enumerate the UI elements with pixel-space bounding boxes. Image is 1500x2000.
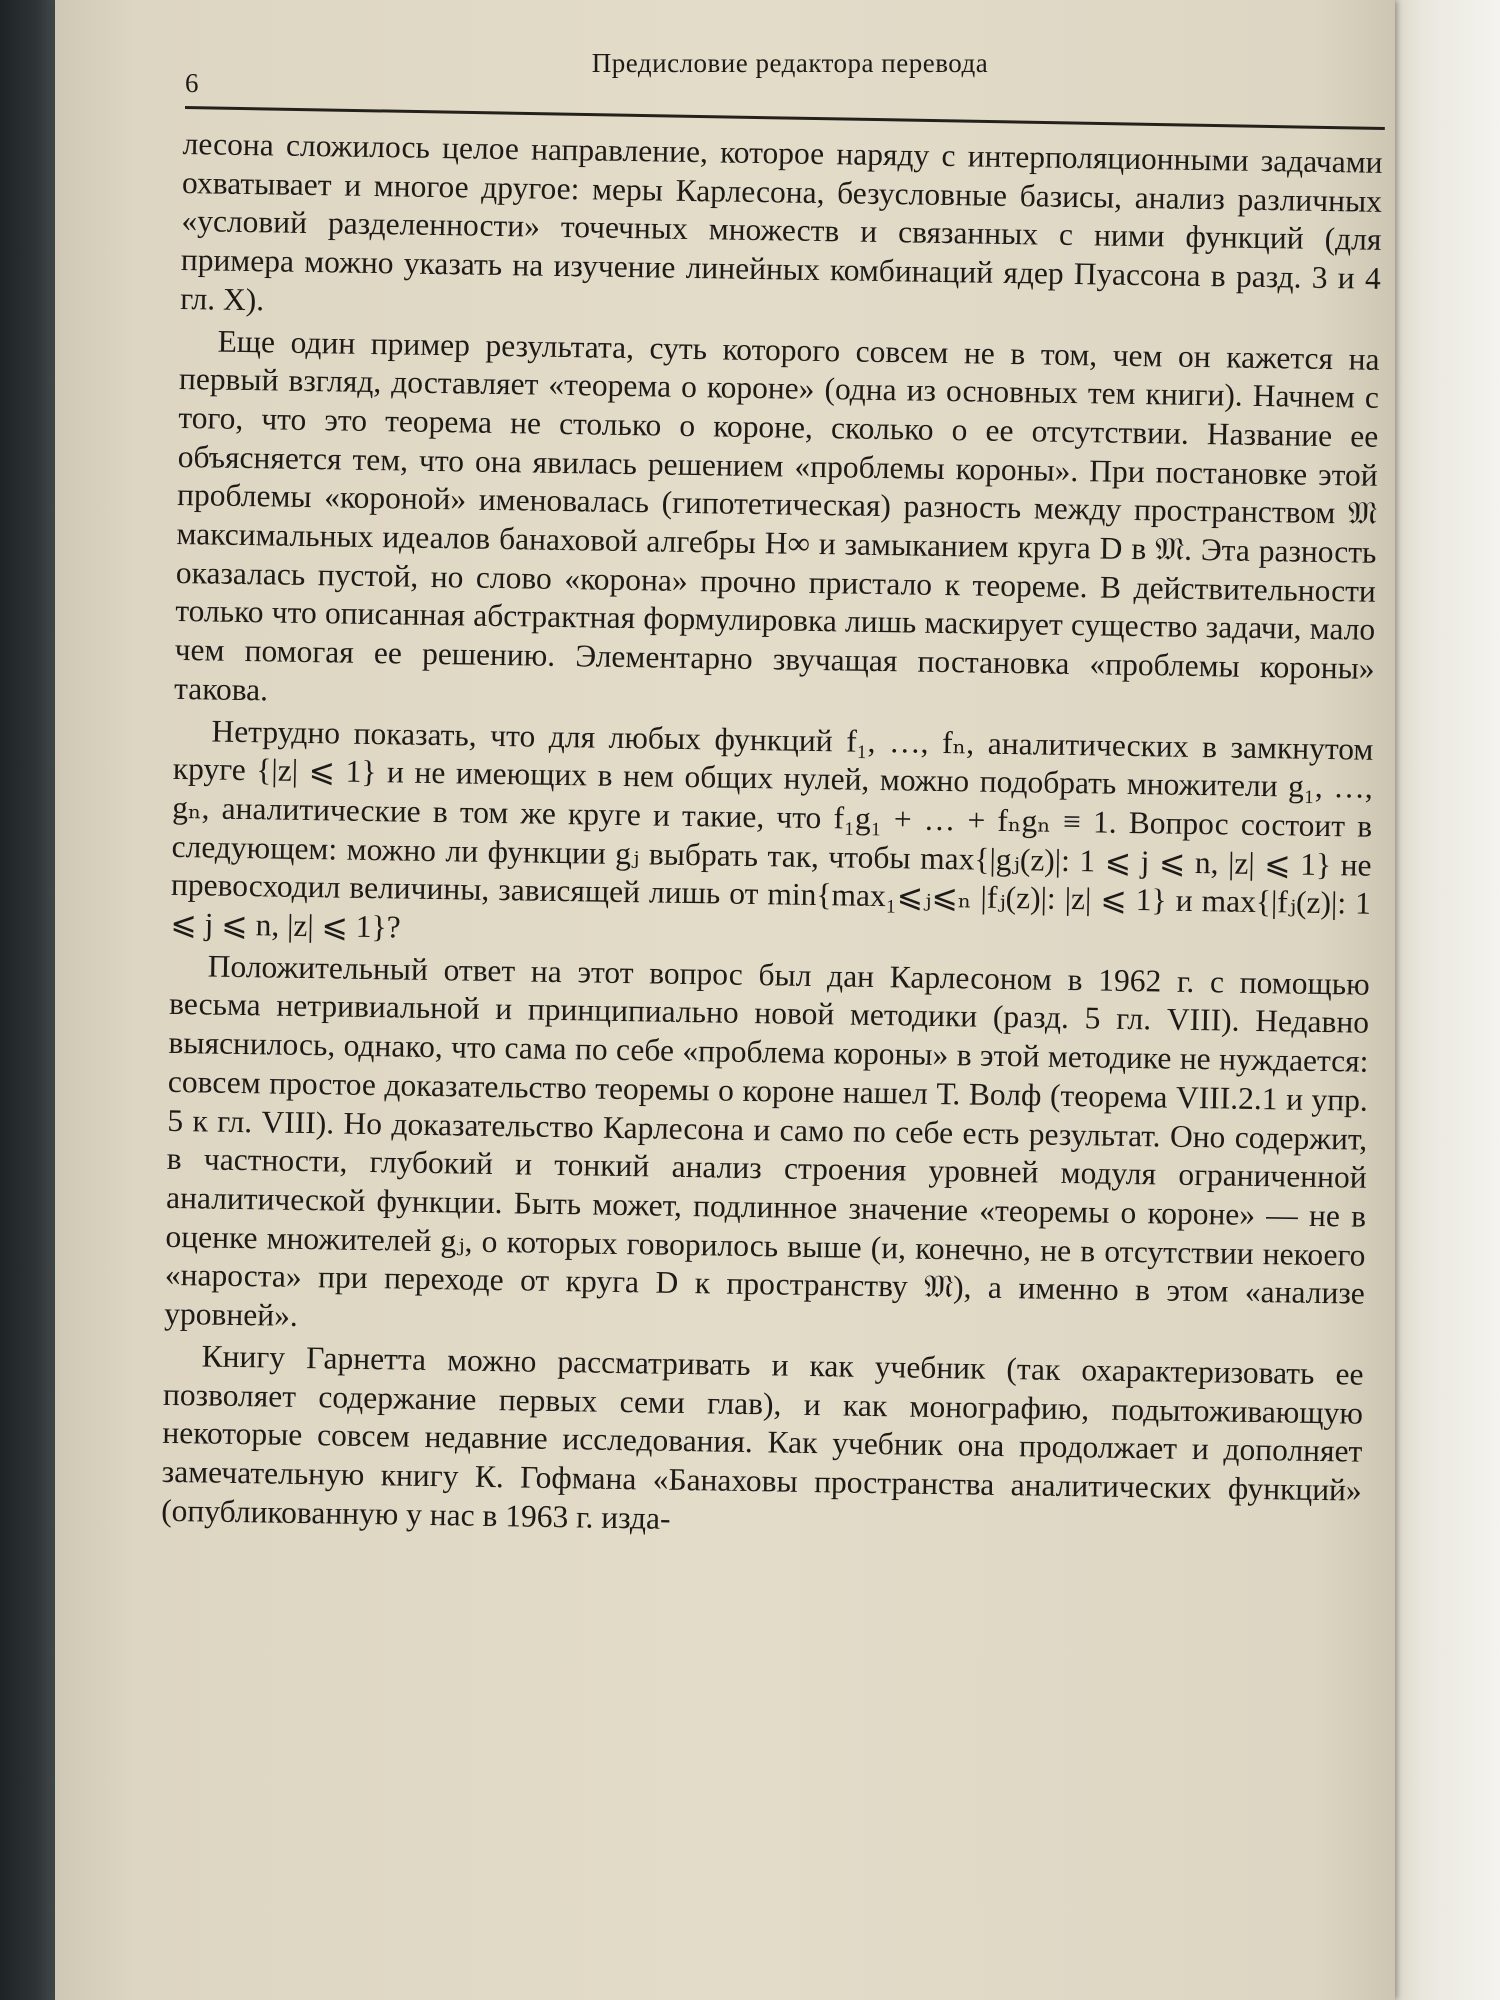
running-title: Предисловие редактора перевода xyxy=(591,48,989,78)
book-page xyxy=(55,0,1395,2000)
running-header xyxy=(185,40,1395,110)
paragraph-garnett-book: Книгу Гарнетта можно рассматривать и как учебник (так охарактеризовать ее позволяет содержание первых семи глав), и как монографию, подытоживающую некоторые совсем недавние исследования. Как учебник она продолжает и дополняет замечательную книгу К. Гофмана «Банаховы пространства аналитических функций» (опубликованную у нас в 1963 г. изда- xyxy=(160,1338,1364,1536)
paragraph-carleson-answer: Положительный ответ на этот вопрос был дан Карлесоном в 1962 г. с помощью весьма нетривиальной и принципиально новой методики (разд. 5 гл. VIII). Недавно выяснилось, однако, что сама по себе «проблема короны» в этой методике не нуждается: совсем простое доказательство теоремы о короне нашел Т. Волф (теорема VIII.2.1 и упр. 5 к гл. VIII). Но доказательство Карлесона и само по себе есть результат. Оно содержит, в частности, глубокий и тонкий анализ строения уровней модуля ограниченной аналитической функции. Быть может, подлинное значение «теоремы о короне» — не в оценке множителей gⱼ, о которых говорилось выше (и, конечно, не в отсутствии некоего «нароста» при переходе от круга D к пространству 𝔐), а именно в этом «анализе уровней». xyxy=(164,948,1370,1334)
page-number: 6 xyxy=(185,68,199,98)
header-rule xyxy=(185,106,1385,130)
paragraph-continuation: лесона сложилось целое направление, которое наряду с интерполяционными задачами охватывает и многое другое: меры Карлесона, безусловные базисы, анализ различных «условий разделенности» точечных множеств и связанных с ними функций (для примера можно указать на изучение линейных комбинаций ядер Пуассона в разд. 3 и 4 гл. X). xyxy=(180,125,1383,318)
adjacent-page-edge xyxy=(1390,0,1500,2000)
adjacent-book-cover xyxy=(0,0,60,2000)
body-text xyxy=(161,125,1383,1549)
paragraph-corona-problem: Нетрудно показать, что для любых функций f₁, …, fₙ, аналитических в замкнутом круге {|z| ⩽ 1} и не имеющих в нем общих нулей, можно подобрать множители g₁, …, gₙ, аналитические в том же круге и такие, что f₁g₁ + … + fₙgₙ ≡ 1. Вопрос состоит в следующем: можно ли функции gⱼ выбрать так, чтобы max{|gⱼ(z)|: 1 ⩽ j ⩽ n, |z| ⩽ 1} не превосходил величины, зависящей лишь от min{max₁⩽ⱼ⩽ₙ |fⱼ(z)|: |z| ⩽ 1} и max{|fⱼ(z)|: 1 ⩽ j ⩽ n, |z| ⩽ 1}? xyxy=(170,713,1374,945)
paragraph-corona-intro: Еще один пример результата, суть которого совсем не в том, чем он кажется на первый взгляд, доставляет «теорема о короне» (одна из основных тем книги). Начнем с того, что это теорема не столько о короне, сколько о ее отсутствии. Название ее объясняется тем, что она явилась решением «проблемы короны». При постановке этой проблемы «короной» именовалась (гипотетическая) разность между пространством 𝔐 максимальных идеалов банаховой алгебры H∞ и замыканием круга D в 𝔐. Эта разность оказалась пустой, но слово «корона» прочно пристало к теореме. В действительности только что описанная абстрактная формулировка лишь маскирует существо задачи, мало чем помогая ее решению. Элементарно звучащая постановка «проблемы короны» такова. xyxy=(173,323,1380,708)
